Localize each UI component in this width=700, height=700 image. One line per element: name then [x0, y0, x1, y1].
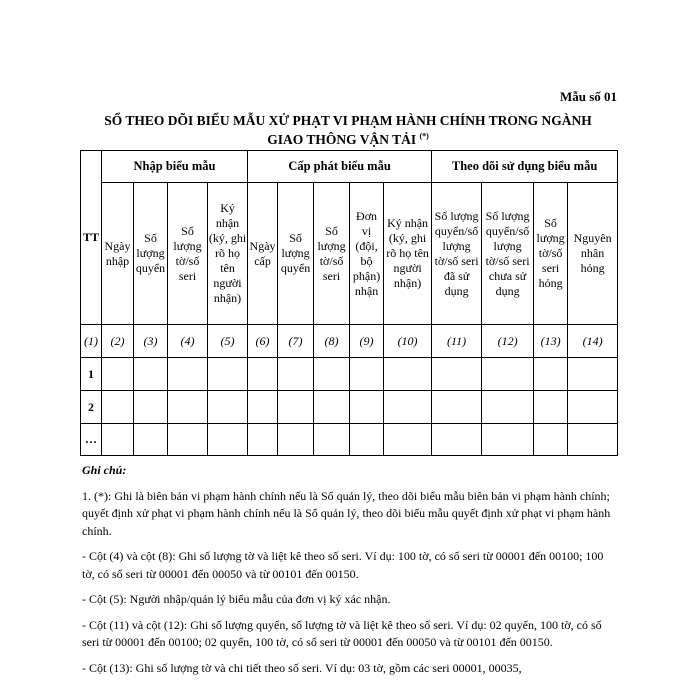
col-number: (1)	[81, 325, 102, 358]
note-item: - Cột (5): Người nhập/quản lý biểu mẫu của đơn vị ký xác nhận.	[82, 592, 391, 606]
col-number: (4)	[168, 325, 208, 358]
notes-section	[82, 462, 617, 685]
row-number: 1	[81, 358, 102, 391]
group-usage: Theo dõi sử dụng biểu mẫu	[432, 151, 618, 183]
col-number: (9)	[350, 325, 384, 358]
col-number: (14)	[568, 325, 618, 358]
col-number: (6)	[248, 325, 278, 358]
col-header: Số lượng quyển	[134, 183, 168, 325]
col-number: (12)	[482, 325, 534, 358]
col-header: Nguyên nhân hỏng	[568, 183, 618, 325]
title-line-1: SỔ THEO DÕI BIỂU MẪU XỬ PHẠT VI PHẠM HÀNH CHÍNH TRONG NGÀNH	[104, 113, 592, 128]
col-header: Ngày cấp	[248, 183, 278, 325]
col-number: (5)	[208, 325, 248, 358]
note-item: - Cột (11) và cột (12): Ghi số lượng quyển, số lượng tờ và liệt kê theo số seri. Ví dụ: 02 quyển, 100 tờ, có số seri từ 00001 đến 00100; 02 quyển, 100 tờ, có số seri từ 00001 đến 00050 và từ 00101 đến 00150.	[82, 617, 602, 649]
col-number: (13)	[534, 325, 568, 358]
notes-heading: Ghi chú:	[82, 463, 127, 477]
col-header: Số lượng quyển/số lượng tờ/số seri chưa sử dụng	[482, 183, 534, 325]
col-header: Ký nhận (ký, ghi rõ họ tên người nhận)	[384, 183, 432, 325]
group-issue: Cấp phát biểu mẫu	[248, 151, 432, 183]
document-title	[80, 111, 616, 149]
table-row	[81, 358, 618, 391]
col-header: Ký nhận (ký, ghi rõ họ tên người nhận)	[208, 183, 248, 325]
col-header: Số lượng tờ/số seri hỏng	[534, 183, 568, 325]
col-tt-header: TT	[81, 151, 102, 325]
note-item: - Cột (13): Ghi số lượng tờ và chi tiết theo số seri. Ví dụ: 03 tờ, gồm các seri 00001, 00035,	[82, 660, 522, 675]
col-number: (3)	[134, 325, 168, 358]
col-header: Đơn vị (đội, bộ phận) nhận	[350, 183, 384, 325]
title-line-2	[80, 130, 616, 149]
table-row	[81, 391, 618, 424]
col-header: Ngày nhập	[102, 183, 134, 325]
form-number: Mẫu số 01	[559, 89, 617, 104]
col-header: Số lượng tờ/số seri	[314, 183, 350, 325]
row-number: …	[81, 424, 102, 456]
col-header: Số lượng quyển	[278, 183, 314, 325]
col-header: Số lượng quyển/số lượng tờ/số seri đã sử dụng	[432, 183, 482, 325]
row-number: 2	[81, 391, 102, 424]
tracking-table	[80, 150, 618, 456]
col-number: (8)	[314, 325, 350, 358]
title-footnote-mark: (*)	[419, 131, 429, 141]
table-row	[81, 424, 618, 456]
col-number: (2)	[102, 325, 134, 358]
col-number: (10)	[384, 325, 432, 358]
col-number: (11)	[432, 325, 482, 358]
title-line-2-text: GIAO THÔNG VẬN TẢI	[267, 132, 417, 147]
note-item: - Cột (4) và cột (8): Ghi số lượng tờ và liệt kê theo số seri. Ví dụ: 100 tờ, có số seri từ 00001 đến 00100; 100 tờ, có số seri từ 00001 đến 00050 và từ 00101 đến 00150.	[82, 549, 604, 581]
group-import: Nhập biểu mẫu	[102, 151, 248, 183]
note-item: 1. (*): Ghi là biên bản vi phạm hành chính nếu là Sổ quản lý, theo dõi biểu mẫu biên bản vi phạm hành chính; quyết định xử phạt vi phạm hành chính nếu là Sổ quản lý, theo dõi biểu mẫu quyết định xử phạt vi phạm hành chính.	[82, 488, 611, 538]
col-header: Số lượng tờ/số seri	[168, 183, 208, 325]
col-number: (7)	[278, 325, 314, 358]
